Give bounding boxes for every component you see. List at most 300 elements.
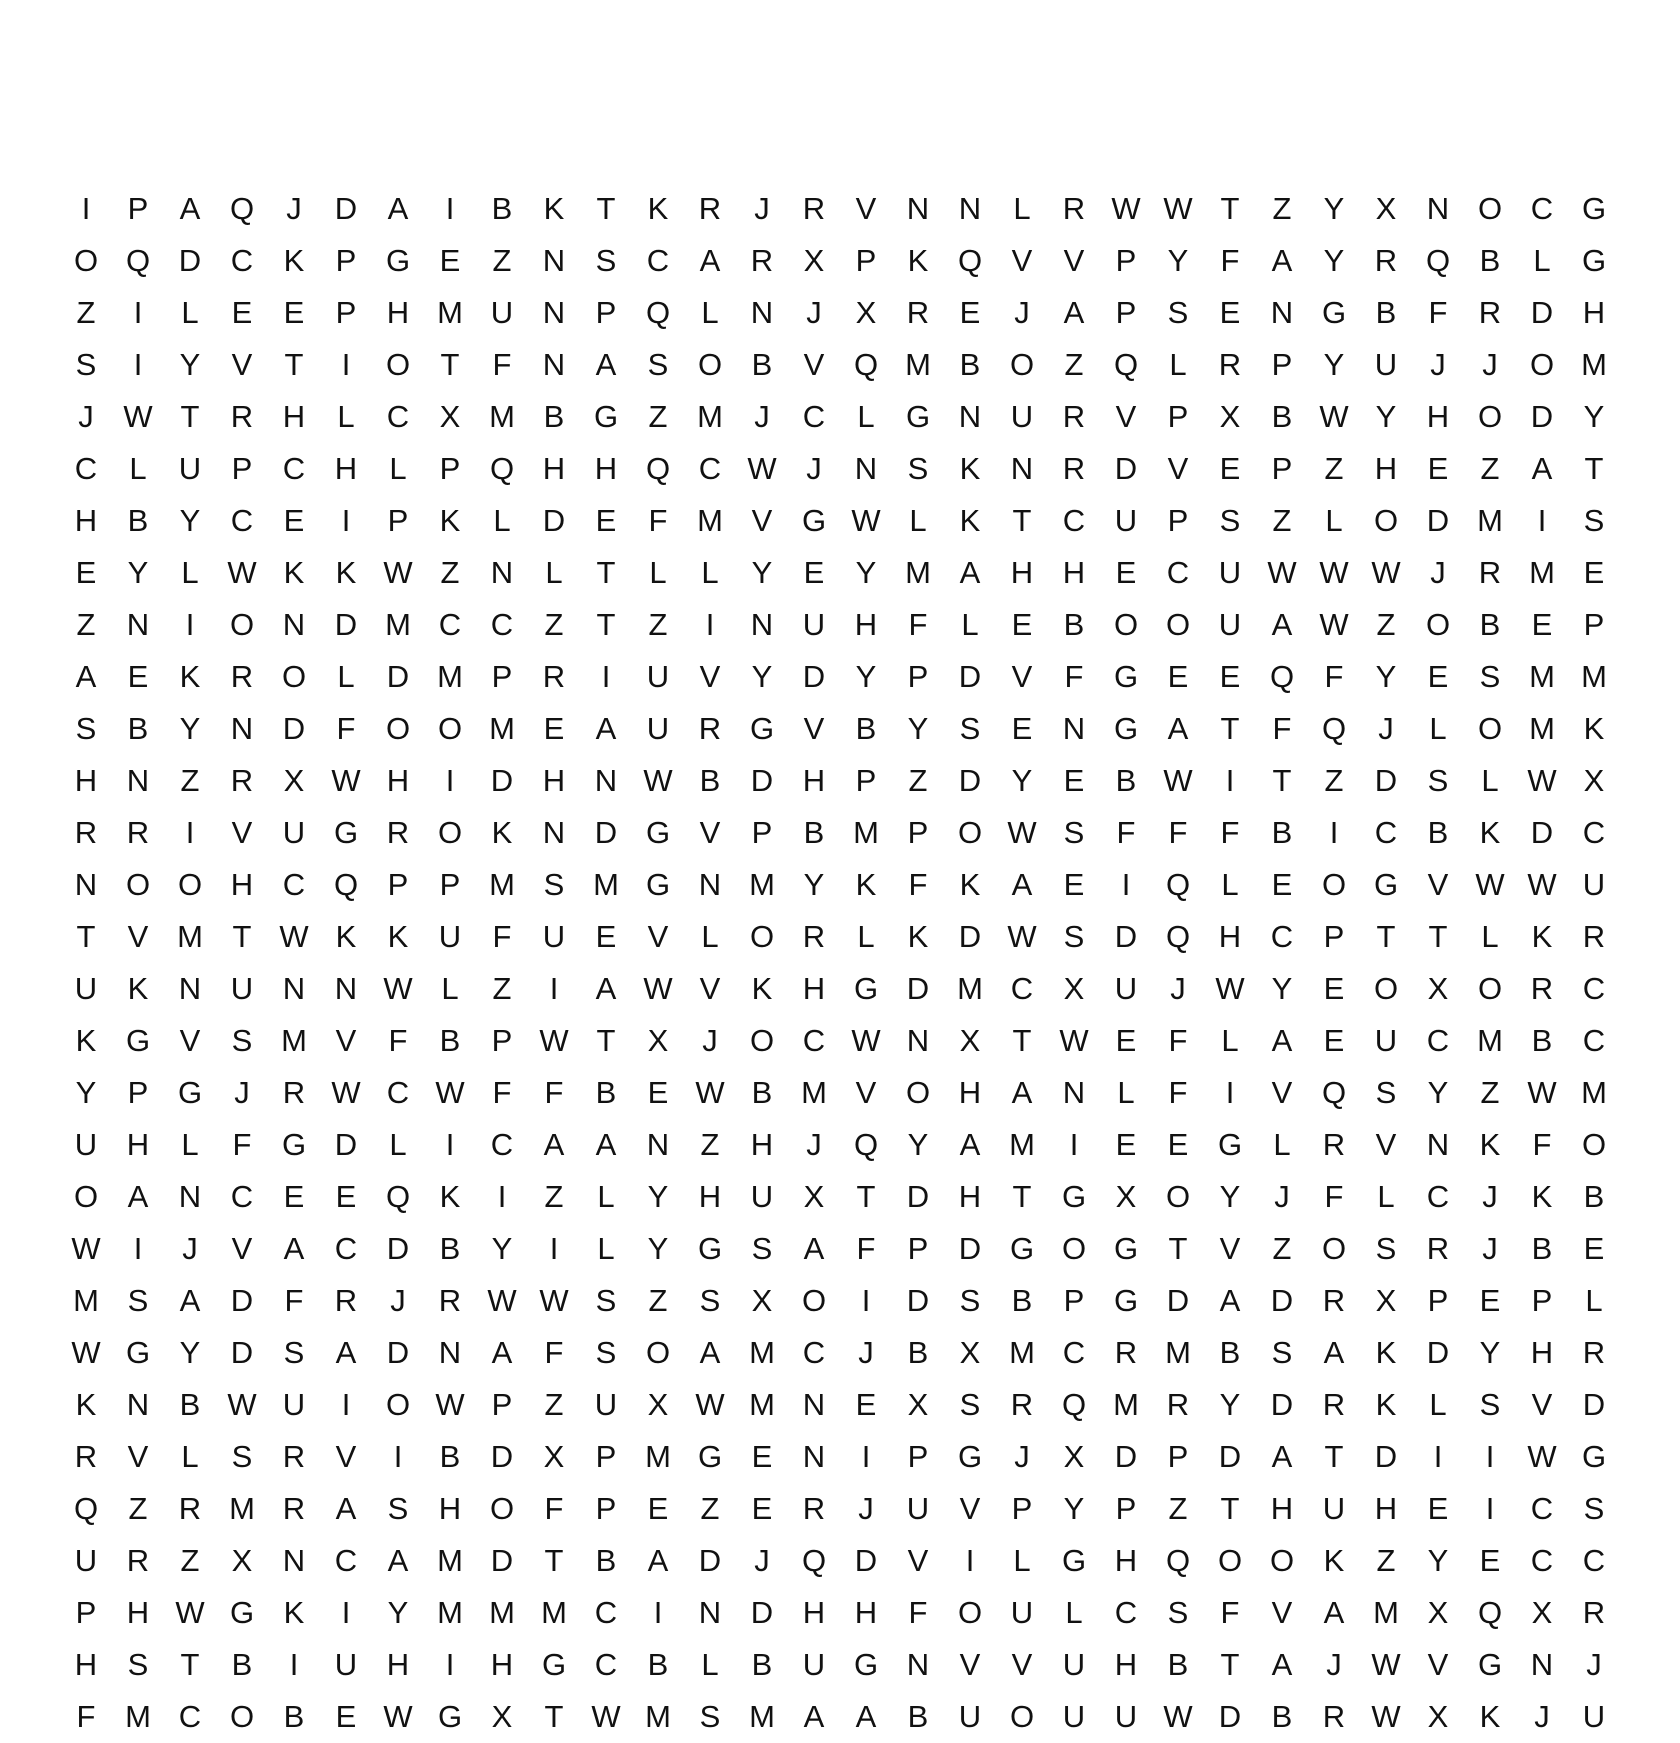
- letter-cell: I: [445, 1127, 455, 1162]
- letter-cell: E: [595, 503, 617, 538]
- letter-cell: X: [1219, 399, 1241, 434]
- letter-cell: I: [861, 1283, 871, 1318]
- letter-cell: Y: [1167, 243, 1189, 278]
- letter-cell: K: [959, 867, 981, 902]
- letter-cell: D: [1270, 1387, 1294, 1422]
- letter-cell: P: [1427, 1283, 1449, 1318]
- letter-cell: H: [594, 451, 618, 486]
- letter-cell: J: [1274, 1179, 1290, 1214]
- letter-cell: Z: [648, 607, 668, 642]
- letter-cell: X: [491, 1699, 513, 1734]
- letter-cell: F: [1324, 1179, 1344, 1214]
- letter-cell: O: [73, 243, 99, 278]
- letter-cell: V: [1219, 1231, 1241, 1266]
- letter-cell: B: [439, 1439, 461, 1474]
- letter-cell: M: [437, 1595, 463, 1630]
- letter-cell: K: [75, 1023, 97, 1058]
- letter-cell: R: [1062, 399, 1086, 434]
- letter-cell: S: [959, 1283, 981, 1318]
- letter-cell: J: [390, 1283, 406, 1318]
- letter-cell: P: [907, 1231, 929, 1266]
- letter-cell: B: [647, 1647, 669, 1682]
- letter-cell: E: [1219, 659, 1241, 694]
- letter-cell: N: [906, 1023, 930, 1058]
- letter-cell: C: [802, 399, 826, 434]
- letter-cell: M: [1529, 659, 1555, 694]
- letter-cell: K: [543, 191, 565, 226]
- letter-cell: N: [646, 1127, 670, 1162]
- letter-cell: A: [1271, 1647, 1293, 1682]
- letter-cell: E: [1063, 867, 1085, 902]
- letter-cell: T: [1012, 1179, 1032, 1214]
- letter-cell: P: [907, 815, 929, 850]
- letter-cell: P: [1323, 919, 1345, 954]
- letter-cell: H: [1114, 1647, 1138, 1682]
- letter-cell: H: [802, 763, 826, 798]
- letter-cell: V: [699, 815, 721, 850]
- letter-cell: L: [181, 1439, 199, 1474]
- letter-cell: L: [1325, 503, 1343, 538]
- letter-cell: I: [185, 815, 195, 850]
- letter-cell: C: [490, 607, 514, 642]
- letter-cell: K: [283, 1595, 305, 1630]
- grid-row: [60, 651, 1620, 703]
- letter-cell: C: [282, 451, 306, 486]
- letter-cell: X: [1427, 1699, 1449, 1734]
- letter-cell: Y: [1219, 1179, 1241, 1214]
- letter-cell: T: [596, 555, 616, 590]
- letter-cell: V: [1375, 1127, 1397, 1162]
- letter-cell: R: [1582, 1335, 1606, 1370]
- letter-cell: I: [289, 1647, 299, 1682]
- letter-cell: R: [1114, 1335, 1138, 1370]
- letter-cell: M: [489, 1595, 515, 1630]
- letter-cell: S: [127, 1647, 149, 1682]
- letter-cell: J: [1534, 1699, 1550, 1734]
- letter-cell: C: [1530, 1543, 1554, 1578]
- letter-cell: K: [491, 815, 513, 850]
- letter-cell: H: [334, 451, 358, 486]
- letter-cell: K: [1583, 711, 1605, 746]
- letter-cell: J: [806, 1127, 822, 1162]
- letter-cell: N: [334, 971, 358, 1006]
- letter-cell: J: [1482, 1179, 1498, 1214]
- letter-cell: K: [75, 1387, 97, 1422]
- letter-cell: A: [179, 1283, 201, 1318]
- letter-cell: B: [127, 711, 149, 746]
- letter-cell: H: [282, 399, 306, 434]
- letter-cell: G: [1217, 1127, 1243, 1162]
- letter-cell: W: [227, 555, 257, 590]
- letter-cell: D: [906, 1179, 930, 1214]
- letter-cell: G: [749, 711, 775, 746]
- letter-cell: W: [1007, 815, 1037, 850]
- letter-cell: Y: [75, 1075, 97, 1110]
- letter-cell: E: [283, 1179, 305, 1214]
- letter-cell: S: [231, 1023, 253, 1058]
- letter-cell: A: [855, 1699, 877, 1734]
- letter-cell: F: [492, 919, 512, 954]
- letter-cell: Z: [128, 1491, 148, 1526]
- letter-cell: G: [697, 1439, 723, 1474]
- letter-cell: E: [1219, 451, 1241, 486]
- letter-cell: B: [751, 347, 773, 382]
- letter-cell: I: [861, 1439, 871, 1474]
- letter-cell: X: [543, 1439, 565, 1474]
- letter-cell: V: [699, 659, 721, 694]
- letter-cell: S: [1167, 1595, 1189, 1630]
- letter-cell: R: [802, 1491, 826, 1526]
- letter-cell: X: [803, 243, 825, 278]
- letter-cell: G: [125, 1335, 151, 1370]
- letter-cell: A: [647, 1543, 669, 1578]
- letter-cell: N: [802, 1439, 826, 1474]
- letter-cell: A: [1323, 1595, 1345, 1630]
- letter-cell: M: [801, 1075, 827, 1110]
- letter-cell: J: [1378, 711, 1394, 746]
- letter-cell: T: [180, 399, 200, 434]
- letter-cell: T: [596, 191, 616, 226]
- letter-cell: W: [1319, 399, 1349, 434]
- letter-cell: U: [646, 711, 670, 746]
- letter-cell: Y: [855, 555, 877, 590]
- letter-cell: F: [284, 1283, 304, 1318]
- letter-cell: A: [1011, 867, 1033, 902]
- letter-cell: A: [335, 1335, 357, 1370]
- letter-cell: D: [386, 1231, 410, 1266]
- letter-cell: D: [906, 1283, 930, 1318]
- grid-row: [60, 495, 1620, 547]
- letter-cell: N: [282, 607, 306, 642]
- letter-cell: P: [1271, 347, 1293, 382]
- letter-cell: A: [127, 1179, 149, 1214]
- letter-cell: C: [594, 1595, 618, 1630]
- letter-cell: G: [645, 867, 671, 902]
- letter-cell: A: [491, 1335, 513, 1370]
- letter-cell: C: [1270, 919, 1294, 954]
- letter-cell: B: [439, 1231, 461, 1266]
- letter-cell: B: [1479, 607, 1501, 642]
- letter-cell: F: [908, 867, 928, 902]
- letter-cell: X: [855, 295, 877, 330]
- letter-cell: F: [544, 1075, 564, 1110]
- letter-cell: X: [231, 1543, 253, 1578]
- letter-cell: G: [645, 815, 671, 850]
- letter-cell: L: [1533, 243, 1551, 278]
- letter-cell: X: [647, 1023, 669, 1058]
- letter-cell: K: [647, 191, 669, 226]
- letter-cell: P: [1115, 243, 1137, 278]
- letter-cell: G: [333, 815, 359, 850]
- letter-cell: C: [1530, 1491, 1554, 1526]
- letter-cell: U: [1582, 867, 1606, 902]
- letter-cell: U: [1114, 971, 1138, 1006]
- letter-cell: E: [595, 919, 617, 954]
- letter-cell: D: [958, 1231, 982, 1266]
- letter-cell: P: [1115, 1491, 1137, 1526]
- letter-cell: N: [542, 347, 566, 382]
- letter-cell: V: [1271, 1595, 1293, 1630]
- letter-cell: A: [595, 1127, 617, 1162]
- letter-cell: J: [234, 1075, 250, 1110]
- letter-cell: I: [1433, 1439, 1443, 1474]
- letter-cell: V: [959, 1491, 981, 1526]
- letter-cell: V: [231, 815, 253, 850]
- letter-cell: W: [851, 1023, 881, 1058]
- letter-cell: L: [1065, 1595, 1083, 1630]
- letter-cell: T: [1220, 1647, 1240, 1682]
- letter-cell: J: [858, 1335, 874, 1370]
- letter-cell: K: [179, 659, 201, 694]
- letter-cell: D: [1218, 1699, 1242, 1734]
- letter-cell: S: [1583, 1491, 1605, 1526]
- letter-cell: L: [597, 1231, 615, 1266]
- letter-cell: W: [643, 763, 673, 798]
- letter-cell: A: [179, 191, 201, 226]
- letter-cell: P: [439, 451, 461, 486]
- letter-cell: Q: [1269, 659, 1295, 694]
- letter-cell: B: [439, 1023, 461, 1058]
- letter-cell: J: [1170, 971, 1186, 1006]
- letter-cell: H: [802, 971, 826, 1006]
- letter-cell: M: [905, 555, 931, 590]
- letter-cell: G: [1113, 1283, 1139, 1318]
- letter-cell: W: [1163, 191, 1193, 226]
- letter-cell: A: [803, 1231, 825, 1266]
- letter-cell: Y: [907, 711, 929, 746]
- letter-cell: R: [1582, 919, 1606, 954]
- letter-cell: H: [750, 1127, 774, 1162]
- letter-cell: N: [1426, 1127, 1450, 1162]
- letter-cell: L: [181, 1127, 199, 1162]
- letter-cell: L: [1481, 763, 1499, 798]
- letter-cell: O: [957, 1595, 983, 1630]
- letter-cell: X: [959, 1335, 981, 1370]
- letter-cell: I: [1225, 1075, 1235, 1110]
- letter-cell: J: [1482, 1231, 1498, 1266]
- letter-cell: N: [282, 1543, 306, 1578]
- letter-cell: R: [282, 1439, 306, 1474]
- letter-cell: K: [1479, 1127, 1501, 1162]
- letter-cell: Z: [492, 971, 512, 1006]
- letter-cell: U: [1062, 1647, 1086, 1682]
- letter-cell: S: [647, 347, 669, 382]
- letter-cell: L: [961, 607, 979, 642]
- letter-cell: E: [751, 1439, 773, 1474]
- letter-cell: E: [335, 1179, 357, 1214]
- letter-cell: M: [1373, 1595, 1399, 1630]
- letter-cell: C: [802, 1335, 826, 1370]
- letter-cell: V: [959, 1647, 981, 1682]
- letter-cell: C: [282, 867, 306, 902]
- letter-cell: C: [74, 451, 98, 486]
- letter-cell: C: [1166, 555, 1190, 590]
- letter-cell: Z: [1324, 451, 1344, 486]
- letter-cell: Q: [1321, 711, 1347, 746]
- letter-cell: R: [282, 1075, 306, 1110]
- grid-row: [60, 443, 1620, 495]
- letter-cell: H: [230, 867, 254, 902]
- letter-cell: E: [1479, 1283, 1501, 1318]
- letter-cell: H: [74, 503, 98, 538]
- letter-cell: D: [1426, 503, 1450, 538]
- letter-cell: F: [336, 711, 356, 746]
- letter-cell: R: [1530, 971, 1554, 1006]
- letter-cell: S: [1271, 1335, 1293, 1370]
- letter-cell: W: [1371, 1647, 1401, 1682]
- letter-cell: B: [855, 711, 877, 746]
- letter-cell: B: [1479, 243, 1501, 278]
- letter-cell: W: [747, 451, 777, 486]
- letter-cell: K: [751, 971, 773, 1006]
- letter-cell: F: [908, 607, 928, 642]
- letter-cell: Q: [1165, 919, 1191, 954]
- letter-cell: O: [1009, 1699, 1035, 1734]
- letter-cell: P: [1167, 399, 1189, 434]
- letter-cell: U: [1218, 607, 1242, 642]
- letter-cell: C: [594, 1647, 618, 1682]
- letter-cell: J: [286, 191, 302, 226]
- grid-row: [60, 391, 1620, 443]
- letter-cell: C: [334, 1543, 358, 1578]
- letter-cell: R: [1062, 451, 1086, 486]
- grid-row: [60, 1223, 1620, 1275]
- letter-cell: G: [905, 399, 931, 434]
- letter-cell: S: [1479, 659, 1501, 694]
- letter-cell: B: [907, 1699, 929, 1734]
- letter-cell: E: [283, 503, 305, 538]
- letter-cell: W: [1371, 1699, 1401, 1734]
- letter-cell: E: [803, 555, 825, 590]
- letter-cell: H: [74, 763, 98, 798]
- letter-cell: U: [490, 295, 514, 330]
- letter-cell: Y: [179, 347, 201, 382]
- letter-cell: P: [1167, 503, 1189, 538]
- grid-row: [60, 1483, 1620, 1535]
- letter-cell: O: [1217, 1543, 1243, 1578]
- letter-cell: V: [1427, 867, 1449, 902]
- letter-cell: T: [284, 347, 304, 382]
- letter-cell: E: [1115, 1023, 1137, 1058]
- letter-cell: Y: [179, 1335, 201, 1370]
- letter-cell: E: [647, 1075, 669, 1110]
- letter-cell: P: [1063, 1283, 1085, 1318]
- letter-cell: B: [803, 815, 825, 850]
- letter-cell: V: [1115, 399, 1137, 434]
- letter-cell: R: [230, 763, 254, 798]
- letter-cell: A: [1271, 243, 1293, 278]
- grid-row: [60, 599, 1620, 651]
- letter-cell: X: [959, 1023, 981, 1058]
- letter-cell: C: [1062, 1335, 1086, 1370]
- grid-row: [60, 547, 1620, 599]
- letter-cell: Z: [492, 243, 512, 278]
- letter-cell: Q: [1165, 867, 1191, 902]
- letter-cell: A: [75, 659, 97, 694]
- letter-cell: T: [1220, 191, 1240, 226]
- letter-cell: V: [855, 191, 877, 226]
- letter-cell: H: [698, 1179, 722, 1214]
- letter-cell: R: [126, 1543, 150, 1578]
- letter-cell: A: [1063, 295, 1085, 330]
- letter-cell: G: [697, 1231, 723, 1266]
- letter-cell: M: [1529, 711, 1555, 746]
- letter-cell: X: [1531, 1595, 1553, 1630]
- letter-cell: S: [959, 711, 981, 746]
- letter-cell: K: [1375, 1387, 1397, 1422]
- letter-cell: G: [801, 503, 827, 538]
- letter-cell: F: [856, 1231, 876, 1266]
- letter-cell: K: [855, 867, 877, 902]
- letter-cell: S: [127, 1283, 149, 1318]
- letter-cell: O: [645, 1335, 671, 1370]
- letter-cell: H: [1114, 1543, 1138, 1578]
- letter-cell: V: [907, 1543, 929, 1578]
- letter-cell: B: [1271, 1699, 1293, 1734]
- letter-cell: H: [126, 1595, 150, 1630]
- letter-cell: L: [493, 503, 511, 538]
- letter-cell: I: [185, 607, 195, 642]
- letter-cell: L: [1585, 1283, 1603, 1318]
- letter-cell: P: [491, 1387, 513, 1422]
- letter-cell: Y: [751, 555, 773, 590]
- letter-cell: U: [1322, 1491, 1346, 1526]
- letter-cell: G: [541, 1647, 567, 1682]
- letter-cell: H: [126, 1127, 150, 1162]
- letter-cell: O: [385, 347, 411, 382]
- letter-cell: V: [1531, 1387, 1553, 1422]
- letter-cell: U: [1374, 1023, 1398, 1058]
- letter-cell: O: [1477, 711, 1503, 746]
- letter-cell: T: [1428, 919, 1448, 954]
- grid-row: [60, 807, 1620, 859]
- letter-cell: M: [1581, 659, 1607, 694]
- letter-cell: Q: [645, 451, 671, 486]
- letter-cell: C: [1426, 1023, 1450, 1058]
- letter-cell: H: [74, 1647, 98, 1682]
- letter-cell: V: [231, 347, 253, 382]
- letter-cell: X: [283, 763, 305, 798]
- letter-cell: T: [1220, 1491, 1240, 1526]
- letter-cell: I: [653, 1595, 663, 1630]
- letter-cell: E: [1479, 1543, 1501, 1578]
- letter-cell: E: [1427, 1491, 1449, 1526]
- letter-cell: U: [1582, 1699, 1606, 1734]
- letter-cell: Y: [387, 1595, 409, 1630]
- grid-row: [60, 1639, 1620, 1691]
- letter-cell: H: [1530, 1335, 1554, 1370]
- letter-cell: V: [1271, 1075, 1293, 1110]
- letter-cell: K: [335, 555, 357, 590]
- letter-cell: U: [802, 1647, 826, 1682]
- letter-cell: A: [959, 1127, 981, 1162]
- letter-cell: S: [75, 711, 97, 746]
- letter-cell: Z: [1480, 451, 1500, 486]
- letter-cell: B: [1427, 815, 1449, 850]
- letter-cell: T: [180, 1647, 200, 1682]
- letter-cell: P: [127, 1075, 149, 1110]
- letter-cell: I: [133, 1231, 143, 1266]
- letter-cell: W: [331, 763, 361, 798]
- letter-cell: D: [386, 1335, 410, 1370]
- letter-cell: B: [1115, 763, 1137, 798]
- letter-cell: P: [1011, 1491, 1033, 1526]
- letter-cell: H: [802, 1595, 826, 1630]
- letter-cell: L: [1377, 1179, 1395, 1214]
- letter-cell: T: [544, 1543, 564, 1578]
- letter-cell: S: [1063, 919, 1085, 954]
- letter-cell: W: [695, 1075, 725, 1110]
